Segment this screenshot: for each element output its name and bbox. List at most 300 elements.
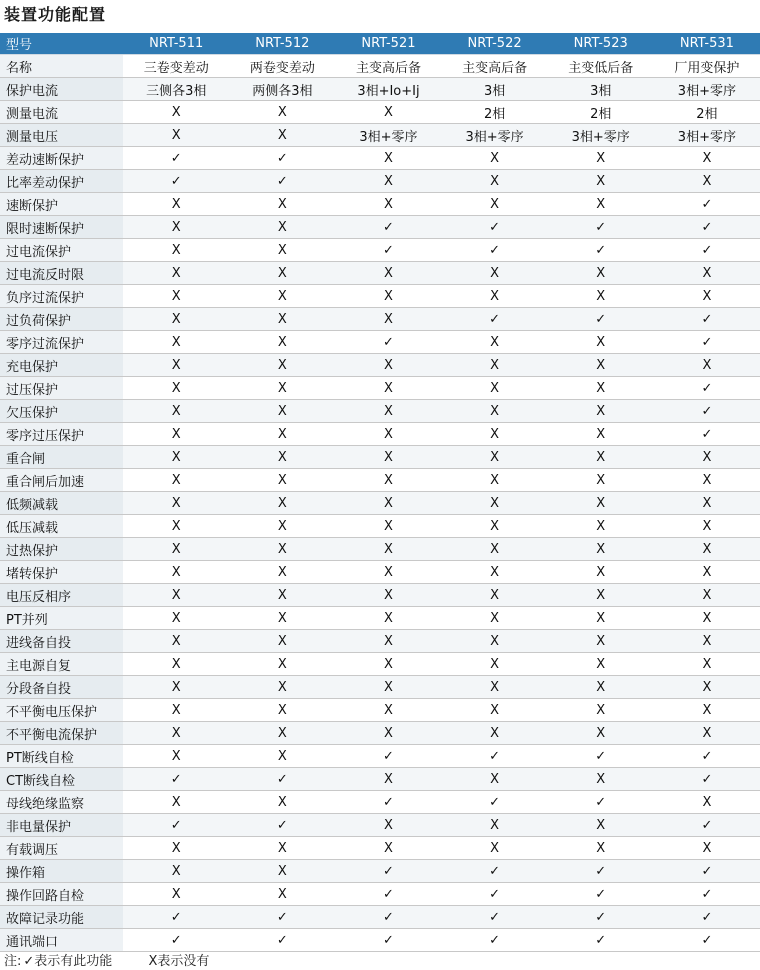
table-cell: ✓ — [229, 768, 335, 791]
table-cell: X — [229, 860, 335, 883]
table-cell: X — [442, 584, 548, 607]
table-cell: X — [335, 584, 441, 607]
table-row — [0, 883, 760, 906]
table-cell: ✓ — [548, 883, 654, 906]
table-cell: ✓ — [654, 239, 760, 262]
table-cell: X — [123, 699, 229, 722]
table-cell: X — [335, 837, 441, 860]
row-label: 保护电流 — [0, 78, 123, 101]
table-cell: X — [442, 285, 548, 308]
header-model-3: NRT-521 — [335, 33, 441, 55]
table-cell: ✓ — [442, 239, 548, 262]
table-cell: X — [229, 883, 335, 906]
table-cell: X — [654, 538, 760, 561]
table-cell: 厂用变保护 — [654, 55, 760, 78]
table-cell: X — [442, 699, 548, 722]
function-config-table — [0, 33, 760, 952]
table-cell: X — [335, 193, 441, 216]
table-row — [0, 216, 760, 239]
table-row — [0, 561, 760, 584]
row-label: 充电保护 — [0, 354, 123, 377]
table-cell: X — [335, 400, 441, 423]
table-cell: X — [548, 377, 654, 400]
row-label: 速断保护 — [0, 193, 123, 216]
table-cell: 三卷变差动 — [123, 55, 229, 78]
table-row — [0, 101, 760, 124]
table-cell: X — [123, 262, 229, 285]
table-cell: ✓ — [442, 906, 548, 929]
table-cell: ✓ — [548, 745, 654, 768]
row-label: 母线绝缘监察 — [0, 791, 123, 814]
table-cell: 3相 — [442, 78, 548, 101]
row-label: PT并列 — [0, 607, 123, 630]
table-cell: X — [229, 515, 335, 538]
table-cell: ✓ — [654, 308, 760, 331]
row-label: 欠压保护 — [0, 400, 123, 423]
table-cell: X — [123, 216, 229, 239]
table-cell: 3相+零序 — [442, 124, 548, 147]
table-row — [0, 170, 760, 193]
table-cell: X — [654, 837, 760, 860]
table-cell: X — [548, 285, 654, 308]
table-cell: X — [229, 745, 335, 768]
table-cell: ✓ — [654, 400, 760, 423]
table-row — [0, 147, 760, 170]
table-cell: ✓ — [654, 929, 760, 952]
table-cell: X — [654, 262, 760, 285]
row-label: 过电流反时限 — [0, 262, 123, 285]
table-cell: X — [442, 170, 548, 193]
table-cell: X — [229, 584, 335, 607]
table-cell: X — [335, 101, 441, 124]
table-row — [0, 791, 760, 814]
row-label: 测量电压 — [0, 124, 123, 147]
table-cell: X — [335, 446, 441, 469]
table-row — [0, 262, 760, 285]
table-cell: X — [123, 883, 229, 906]
page-title: 装置功能配置 — [4, 5, 107, 24]
row-label: 不平衡电压保护 — [0, 699, 123, 722]
table-cell: 2相 — [654, 101, 760, 124]
table-cell: ✓ — [229, 170, 335, 193]
table-row — [0, 78, 760, 101]
table-row — [0, 607, 760, 630]
table-cell: ✓ — [442, 216, 548, 239]
table-cell: X — [123, 423, 229, 446]
table-cell: X — [229, 837, 335, 860]
table-cell: X — [548, 561, 654, 584]
table-cell: ✓ — [123, 170, 229, 193]
row-label: 过电流保护 — [0, 239, 123, 262]
table-cell: ✓ — [442, 883, 548, 906]
table-row — [0, 446, 760, 469]
table-cell: X — [548, 515, 654, 538]
table-cell: ✓ — [654, 768, 760, 791]
table-cell: ✓ — [654, 860, 760, 883]
table-cell: ✓ — [229, 147, 335, 170]
header-model-5: NRT-523 — [548, 33, 654, 55]
table-cell: X — [229, 446, 335, 469]
table-cell: X — [654, 170, 760, 193]
table-cell: ✓ — [123, 768, 229, 791]
table-cell: 3相 — [548, 78, 654, 101]
table-cell: X — [654, 699, 760, 722]
table-row — [0, 538, 760, 561]
table-cell: X — [123, 676, 229, 699]
table-cell: X — [123, 515, 229, 538]
table-cell: X — [442, 768, 548, 791]
table-cell: X — [229, 331, 335, 354]
table-cell: X — [123, 860, 229, 883]
table-cell: X — [229, 653, 335, 676]
table-cell: X — [335, 377, 441, 400]
table-row — [0, 699, 760, 722]
row-label: 低压减载 — [0, 515, 123, 538]
table-cell: X — [654, 561, 760, 584]
table-cell: ✓ — [335, 929, 441, 952]
table-cell: ✓ — [654, 193, 760, 216]
row-label: 过热保护 — [0, 538, 123, 561]
table-cell: X — [123, 607, 229, 630]
table-cell: X — [335, 630, 441, 653]
table-cell: ✓ — [548, 308, 654, 331]
table-cell: X — [229, 469, 335, 492]
table-cell: ✓ — [123, 147, 229, 170]
table-body — [0, 55, 760, 952]
table-cell: X — [229, 285, 335, 308]
table-cell: X — [123, 354, 229, 377]
table-cell: X — [229, 561, 335, 584]
row-label: 差动速断保护 — [0, 147, 123, 170]
table-cell: X — [123, 653, 229, 676]
table-cell: X — [548, 193, 654, 216]
header-model-label: 型号 — [0, 33, 123, 55]
table-cell: X — [229, 492, 335, 515]
table-cell: X — [442, 331, 548, 354]
table-cell: X — [548, 837, 654, 860]
row-label: 重合闸后加速 — [0, 469, 123, 492]
table-cell: X — [654, 492, 760, 515]
table-cell: 两卷变差动 — [229, 55, 335, 78]
table-cell: X — [123, 239, 229, 262]
table-cell: ✓ — [442, 791, 548, 814]
table-cell: X — [654, 469, 760, 492]
table-row — [0, 814, 760, 837]
table-cell: X — [654, 676, 760, 699]
row-label: 有载调压 — [0, 837, 123, 860]
table-cell: X — [548, 423, 654, 446]
table-row — [0, 377, 760, 400]
table-cell: X — [548, 653, 654, 676]
table-cell: X — [229, 101, 335, 124]
table-cell: X — [442, 561, 548, 584]
table-cell: X — [335, 607, 441, 630]
table-cell: X — [548, 584, 654, 607]
table-cell: X — [229, 124, 335, 147]
table-cell: 3相+零序 — [654, 78, 760, 101]
row-label: CT断线自检 — [0, 768, 123, 791]
table-cell: ✓ — [654, 906, 760, 929]
table-cell: ✓ — [654, 423, 760, 446]
table-row — [0, 906, 760, 929]
table-cell: X — [123, 469, 229, 492]
row-label: 低频减载 — [0, 492, 123, 515]
table-row — [0, 55, 760, 78]
row-label: 操作回路自检 — [0, 883, 123, 906]
table-cell: X — [335, 814, 441, 837]
table-cell: X — [335, 469, 441, 492]
table-cell: X — [335, 515, 441, 538]
table-cell: X — [335, 147, 441, 170]
table-row — [0, 469, 760, 492]
table-cell: X — [548, 607, 654, 630]
table-cell: X — [442, 515, 548, 538]
table-cell: ✓ — [229, 929, 335, 952]
table-cell: ✓ — [123, 929, 229, 952]
table-cell: X — [442, 446, 548, 469]
table-cell: 3相+Io+Ij — [335, 78, 441, 101]
table-cell: X — [123, 745, 229, 768]
header-model-2: NRT-512 — [229, 33, 335, 55]
table-cell: X — [123, 722, 229, 745]
legend-note — [4, 950, 241, 969]
table-cell: ✓ — [442, 745, 548, 768]
table-cell: ✓ — [335, 331, 441, 354]
table-cell: ✓ — [548, 791, 654, 814]
table-cell: X — [229, 216, 335, 239]
table-cell: X — [442, 377, 548, 400]
table-cell: X — [442, 630, 548, 653]
table-cell: ✓ — [442, 860, 548, 883]
table-cell: ✓ — [654, 814, 760, 837]
table-row — [0, 492, 760, 515]
table-cell: ✓ — [654, 377, 760, 400]
table-cell: X — [442, 676, 548, 699]
table-row — [0, 768, 760, 791]
table-cell: ✓ — [654, 331, 760, 354]
table-row — [0, 722, 760, 745]
table-cell: X — [442, 469, 548, 492]
table-cell: X — [442, 423, 548, 446]
row-label: 操作箱 — [0, 860, 123, 883]
table-cell: X — [123, 193, 229, 216]
table-cell: X — [229, 607, 335, 630]
table-cell: ✓ — [548, 929, 654, 952]
note-x-text: X表示没有 — [148, 954, 210, 969]
table-cell: X — [229, 538, 335, 561]
table-cell: X — [229, 308, 335, 331]
table-cell: X — [335, 561, 441, 584]
table-cell: ✓ — [654, 883, 760, 906]
table-row — [0, 285, 760, 308]
table-cell: 2相 — [548, 101, 654, 124]
table-cell: X — [123, 584, 229, 607]
table-cell: X — [229, 377, 335, 400]
table-cell: X — [654, 722, 760, 745]
table-cell: X — [335, 170, 441, 193]
table-cell: X — [123, 124, 229, 147]
table-cell: X — [123, 101, 229, 124]
table-cell: X — [335, 653, 441, 676]
table-cell: 主变高后备 — [442, 55, 548, 78]
table-cell: ✓ — [442, 308, 548, 331]
table-row — [0, 929, 760, 952]
table-cell: X — [442, 538, 548, 561]
table-cell: X — [548, 469, 654, 492]
table-row — [0, 860, 760, 883]
table-row — [0, 653, 760, 676]
table-row — [0, 354, 760, 377]
table-row — [0, 308, 760, 331]
note-check — [4, 954, 112, 969]
table-cell: ✓ — [335, 791, 441, 814]
row-label: 堵转保护 — [0, 561, 123, 584]
table-cell: X — [548, 630, 654, 653]
table-cell: X — [442, 814, 548, 837]
table-cell: ✓ — [548, 239, 654, 262]
header-model-1: NRT-511 — [123, 33, 229, 55]
table-row — [0, 837, 760, 860]
table-cell: X — [548, 170, 654, 193]
table-cell: X — [548, 262, 654, 285]
table-row — [0, 239, 760, 262]
row-label: 不平衡电流保护 — [0, 722, 123, 745]
table-cell: X — [335, 699, 441, 722]
row-label: 过压保护 — [0, 377, 123, 400]
table-cell: ✓ — [442, 929, 548, 952]
table-cell: X — [442, 722, 548, 745]
row-label: 电压反相序 — [0, 584, 123, 607]
table-cell: 3相+零序 — [335, 124, 441, 147]
table-cell: X — [123, 285, 229, 308]
table-row — [0, 124, 760, 147]
table-cell: X — [229, 423, 335, 446]
note-prefix: 注: — [4, 954, 22, 969]
table-cell: X — [335, 354, 441, 377]
table-cell: X — [548, 768, 654, 791]
table-cell: ✓ — [123, 814, 229, 837]
table-cell: X — [442, 653, 548, 676]
table-row — [0, 584, 760, 607]
row-label: 主电源自复 — [0, 653, 123, 676]
table-cell: X — [442, 262, 548, 285]
table-cell: X — [229, 262, 335, 285]
table-cell: X — [548, 676, 654, 699]
row-label: 零序过压保护 — [0, 423, 123, 446]
table-cell: X — [123, 538, 229, 561]
table-row — [0, 745, 760, 768]
table-cell: 3相+零序 — [654, 124, 760, 147]
row-label: 分段备自投 — [0, 676, 123, 699]
table-cell: X — [229, 630, 335, 653]
table-cell: X — [229, 354, 335, 377]
table-row — [0, 400, 760, 423]
row-label: 重合闸 — [0, 446, 123, 469]
table-cell: X — [654, 147, 760, 170]
table-cell: X — [548, 446, 654, 469]
table-cell: ✓ — [548, 860, 654, 883]
header-model-4: NRT-522 — [442, 33, 548, 55]
table-cell: X — [123, 561, 229, 584]
header-model-6: NRT-531 — [654, 33, 760, 55]
table-cell: X — [548, 400, 654, 423]
row-label: 故障记录功能 — [0, 906, 123, 929]
table-cell: X — [442, 147, 548, 170]
table-cell: ✓ — [123, 906, 229, 929]
table-cell: ✓ — [229, 814, 335, 837]
table-cell: X — [123, 446, 229, 469]
table-cell: X — [548, 492, 654, 515]
table-cell: X — [654, 630, 760, 653]
row-label: 过负荷保护 — [0, 308, 123, 331]
table-cell: ✓ — [229, 906, 335, 929]
row-label: 非电量保护 — [0, 814, 123, 837]
table-cell: X — [123, 492, 229, 515]
table-cell: ✓ — [548, 906, 654, 929]
table-row — [0, 515, 760, 538]
table-cell: ✓ — [335, 860, 441, 883]
table-cell: ✓ — [335, 745, 441, 768]
table-cell: X — [654, 584, 760, 607]
table-cell: X — [229, 791, 335, 814]
table-cell: X — [654, 791, 760, 814]
table-cell: X — [548, 699, 654, 722]
row-label: 限时速断保护 — [0, 216, 123, 239]
table-cell: 两侧各3相 — [229, 78, 335, 101]
table-cell: X — [229, 239, 335, 262]
row-label: PT断线自检 — [0, 745, 123, 768]
table-cell: X — [335, 492, 441, 515]
table-cell: X — [229, 699, 335, 722]
table-cell: 3相+零序 — [548, 124, 654, 147]
table-cell: X — [442, 354, 548, 377]
row-label: 进线备自投 — [0, 630, 123, 653]
table-cell: X — [548, 814, 654, 837]
table-cell: 主变高后备 — [335, 55, 441, 78]
table-row — [0, 193, 760, 216]
table-cell: X — [229, 400, 335, 423]
table-cell: X — [123, 331, 229, 354]
table-cell: 2相 — [442, 101, 548, 124]
table-cell: X — [654, 653, 760, 676]
row-label: 名称 — [0, 55, 123, 78]
table-cell: X — [123, 837, 229, 860]
table-cell: ✓ — [548, 216, 654, 239]
table-cell: X — [442, 193, 548, 216]
table-cell: X — [548, 354, 654, 377]
table-cell: X — [229, 722, 335, 745]
row-label: 比率差动保护 — [0, 170, 123, 193]
table-cell: X — [442, 607, 548, 630]
table-cell: X — [654, 446, 760, 469]
table-cell: X — [654, 285, 760, 308]
table-cell: X — [654, 607, 760, 630]
table-cell: X — [335, 676, 441, 699]
table-header-row — [0, 33, 760, 55]
table-cell: ✓ — [335, 883, 441, 906]
table-cell: X — [548, 722, 654, 745]
table-cell: X — [654, 354, 760, 377]
table-cell: X — [442, 837, 548, 860]
row-label: 零序过流保护 — [0, 331, 123, 354]
table-row — [0, 630, 760, 653]
table-cell: X — [123, 308, 229, 331]
table-cell: ✓ — [654, 216, 760, 239]
table-cell: X — [123, 791, 229, 814]
row-label: 通讯端口 — [0, 929, 123, 952]
row-label: 负序过流保护 — [0, 285, 123, 308]
table-cell: ✓ — [335, 906, 441, 929]
